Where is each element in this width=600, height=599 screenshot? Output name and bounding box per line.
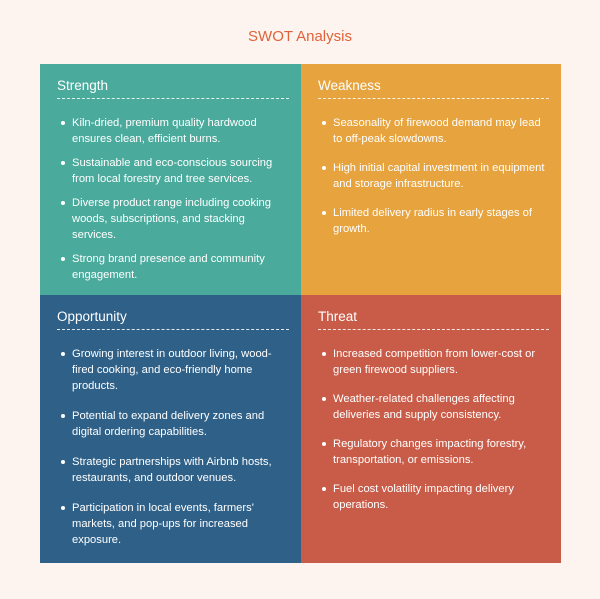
list-item: Regulatory changes impacting forestry, transportation, or emissions.	[333, 436, 549, 468]
list-item: Potential to expand delivery zones and digital ordering capabilities.	[72, 408, 289, 440]
weakness-heading: Weakness	[318, 78, 549, 99]
threat-quadrant	[301, 295, 561, 563]
list-item: Sustainable and eco-conscious sourcing from local forestry and tree services.	[72, 155, 289, 187]
threat-heading: Threat	[318, 309, 549, 330]
threat-list	[318, 346, 549, 513]
swot-grid	[40, 64, 561, 563]
list-item: Growing interest in outdoor living, wood-fired cooking, and eco-friendly home products.	[72, 346, 289, 394]
list-item: Limited delivery radius in early stages of growth.	[333, 205, 549, 237]
strength-quadrant	[40, 64, 301, 295]
list-item: Strong brand presence and community engagement.	[72, 251, 289, 283]
opportunity-quadrant	[40, 295, 301, 563]
list-item: Participation in local events, farmers' markets, and pop-ups for increased exposure.	[72, 500, 289, 548]
list-item: Diverse product range including cooking woods, subscriptions, and stacking services.	[72, 195, 289, 243]
strength-heading: Strength	[57, 78, 289, 99]
weakness-list	[318, 115, 549, 237]
opportunity-heading: Opportunity	[57, 309, 289, 330]
opportunity-list	[57, 346, 289, 548]
list-item: Fuel cost volatility impacting delivery operations.	[333, 481, 549, 513]
list-item: Increased competition from lower-cost or green firewood suppliers.	[333, 346, 549, 378]
strength-list	[57, 115, 289, 283]
list-item: Weather-related challenges affecting deliveries and supply consistency.	[333, 391, 549, 423]
list-item: Strategic partnerships with Airbnb hosts, restaurants, and outdoor venues.	[72, 454, 289, 486]
page-title: SWOT Analysis	[248, 28, 352, 45]
list-item: High initial capital investment in equipment and storage infrastructure.	[333, 160, 549, 192]
weakness-quadrant	[301, 64, 561, 295]
list-item: Kiln-dried, premium quality hardwood ensures clean, efficient burns.	[72, 115, 289, 147]
list-item: Seasonality of firewood demand may lead to off-peak slowdowns.	[333, 115, 549, 147]
